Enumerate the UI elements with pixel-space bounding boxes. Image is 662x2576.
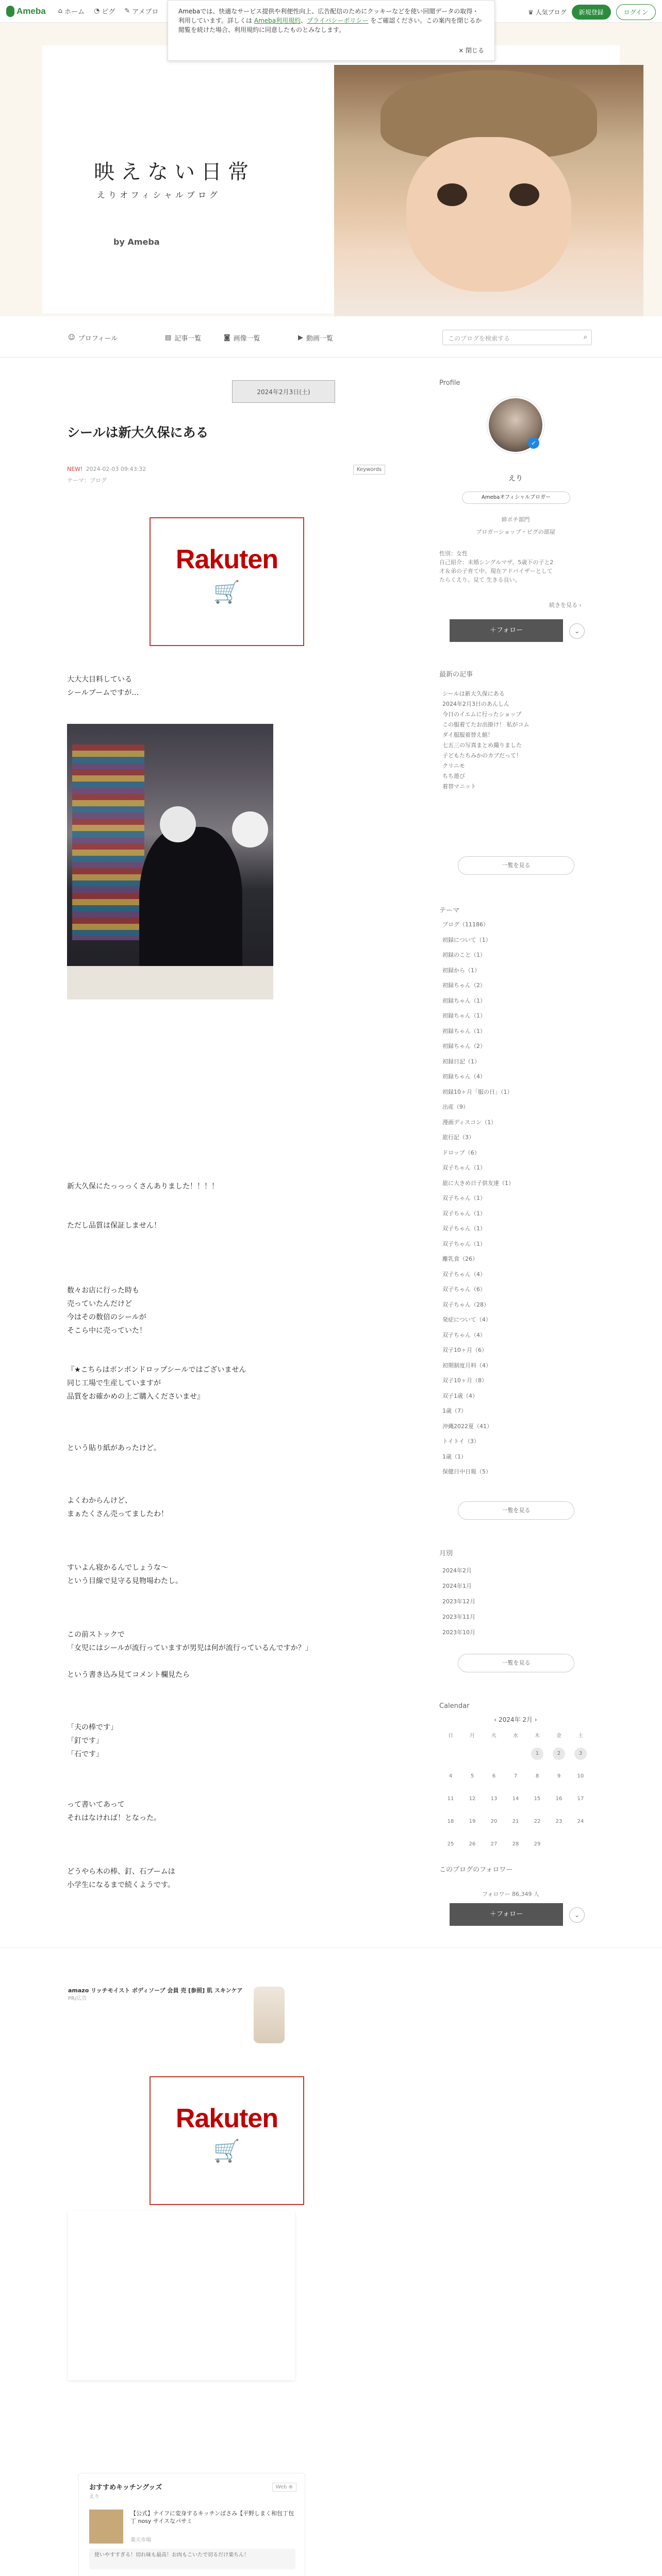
theme-link[interactable]: 初録のこと（1） <box>442 952 486 958</box>
entry-meta <box>67 466 146 472</box>
profile-role[interactable]: ブロガーショップ・ピグの部屋 <box>476 529 555 535</box>
theme-link[interactable]: 沖縄2022夏（41） <box>442 1422 492 1430</box>
product-ad[interactable] <box>68 1987 295 2018</box>
calendar-weekday: 水 <box>513 1733 518 1739</box>
calendar-weekday: 日 <box>448 1733 453 1739</box>
entry-photo[interactable] <box>67 724 273 999</box>
theme-link[interactable]: 双子ちゃん（1） <box>442 1240 486 1247</box>
entry-paragraph: 新大久保にたっっっくさんありました！！！！ <box>67 1182 219 1191</box>
theme-see-all-button[interactable]: 一覧を見る <box>458 1501 574 1520</box>
reco-item-comment: 使いやすすぎる！切れ味も最高！お肉もこいたで切るだけ楽ちん！ <box>89 2549 295 2569</box>
reco-more-button[interactable]: Web ⊕ <box>272 2483 296 2492</box>
calendar-heading: Calendar <box>439 1702 470 1710</box>
calendar-day[interactable]: 20 <box>490 1819 498 1824</box>
rakuten-logo: Rakuten <box>175 2104 278 2133</box>
nav-home[interactable]: ⌂ ホーム <box>58 7 85 16</box>
rakuten-ad[interactable] <box>150 517 304 646</box>
header-panel <box>42 45 620 313</box>
follow-button[interactable]: ＋フォロー <box>450 619 563 642</box>
theme-link[interactable]: 1歳（1） <box>442 1453 467 1460</box>
recent-entry-link[interactable]: クリニモ <box>442 762 465 769</box>
calendar-day[interactable]: 21 <box>512 1819 519 1824</box>
calendar-day <box>466 1748 478 1760</box>
calendar-day[interactable]: 1 <box>531 1748 543 1760</box>
recent-entry-link[interactable]: 着替マニット <box>442 783 476 790</box>
entry-paragraph: すいよん寝かるんでしょうな〜 という目線で見守る見物場わたし。 <box>67 1564 183 1585</box>
blog-header <box>0 23 662 316</box>
calendar-day[interactable]: 15 <box>534 1796 541 1802</box>
theme-link[interactable]: ドロップ（6） <box>442 1149 480 1156</box>
entry-paragraph: 数々お店に行った時も 売っていたんだけど 今はその数倍のシールが そこら中に売っていた！ <box>67 1286 146 1335</box>
entry-title[interactable]: シールは新大久保にある <box>67 425 209 440</box>
month-see-all-button[interactable]: 一覧を見る <box>458 1654 574 1672</box>
theme-link[interactable]: 初録10ヶ月「服の日」（1） <box>442 1088 513 1095</box>
theme-link[interactable]: 初録について（1） <box>442 936 491 943</box>
recent-entry-link[interactable]: 2024年2月3日のあんしん <box>442 701 509 707</box>
theme-link[interactable]: 双子1歳（4） <box>442 1392 478 1399</box>
recent-see-all-button[interactable]: 一覧を見る <box>458 856 574 875</box>
theme-link[interactable]: 発症について（4） <box>442 1316 491 1323</box>
theme-link[interactable]: 初期制度月料（4） <box>442 1362 491 1369</box>
theme-link[interactable]: 出産（9） <box>442 1104 469 1110</box>
blog-icon: ✎ <box>124 7 130 15</box>
chevron-down-icon: ⌄ <box>574 628 580 635</box>
ad-shadow-card <box>68 2210 295 2380</box>
blog-nav <box>0 316 662 358</box>
entry-paragraph: この前ストックで 「女児にはシールが流行っていますが男児は何が流行っているんですか？」 <box>67 1631 312 1652</box>
ground-shape <box>67 966 273 999</box>
theme-link[interactable]: 双子ちゃん（1） <box>442 1225 486 1232</box>
terms-link[interactable]: Ameba利用規約 <box>254 17 301 24</box>
month-link[interactable]: 2023年10月 <box>442 1629 475 1636</box>
search-icon[interactable]: ⌕ <box>583 333 587 341</box>
follow-button[interactable]: ＋フォロー <box>450 1903 563 1926</box>
pigg-icon: ◔ <box>93 7 100 15</box>
section-divider <box>0 1947 662 1948</box>
theme-link[interactable]: 双子ちゃん（28） <box>442 1301 489 1308</box>
recent-entry-link[interactable]: ちち遊び <box>442 773 465 779</box>
recent-entry-link[interactable]: 今日のイエムに行ったショップ <box>442 711 522 718</box>
recent-heading: 最新の記事 <box>439 671 473 679</box>
entry-paragraph: 大大大目料している シールブームですが… <box>67 675 139 697</box>
calendar-weekday: 火 <box>491 1733 496 1739</box>
month-link[interactable]: 2023年12月 <box>442 1598 475 1605</box>
month-link[interactable]: 2024年2月 <box>442 1567 472 1574</box>
theme-link[interactable]: 保健日中日報（5） <box>442 1468 491 1475</box>
theme-link[interactable]: 漫画ディスコン（1） <box>442 1118 497 1126</box>
theme-link[interactable]: 双子ちゃん（1） <box>442 1195 486 1201</box>
profile-role[interactable]: 姉ポチ部門 <box>501 516 530 523</box>
reco-item-shop: 楽天市場 <box>130 2537 151 2543</box>
cookie-close-button[interactable]: × 閉じる <box>458 47 484 54</box>
calendar-day[interactable]: 24 <box>577 1819 584 1824</box>
entry-paragraph: 「夫の棒です」 「釘です」 「石です」 <box>67 1723 118 1758</box>
calendar-weekday: 月 <box>470 1733 475 1739</box>
more-options-button[interactable] <box>569 1907 585 1923</box>
blog-subtitle: えりオフィシャルブログ <box>97 190 221 200</box>
calendar-day[interactable]: 17 <box>577 1796 584 1802</box>
reco-title[interactable]: おすすめキッチングッズ <box>89 2484 162 2492</box>
official-blogger-badge[interactable]: Amebaオフィシャルブロガー <box>462 492 570 504</box>
calendar-day[interactable]: 18 <box>447 1819 454 1824</box>
calendar-day <box>444 1748 457 1760</box>
theme-link[interactable]: 初録ちゃん（1） <box>442 1012 486 1019</box>
theme-link[interactable]: 初録ちゃん（1） <box>442 997 486 1004</box>
tab-profile[interactable]: ☺ プロフィール <box>68 334 118 343</box>
calendar-day[interactable]: 12 <box>469 1796 476 1802</box>
verified-icon: ✓ <box>528 437 539 449</box>
calendar-weekday: 木 <box>535 1733 540 1739</box>
calendar-month: ‹ 2024年 2月 › <box>494 1716 537 1723</box>
entry-paragraph: よくわからんけど、 まぁたくさん売ってましたわ！ <box>67 1497 168 1518</box>
theme-link[interactable]: ブログ（11186） <box>442 921 489 928</box>
calendar-day[interactable]: 22 <box>534 1819 541 1824</box>
theme-link[interactable]: 初録ちゃん（2） <box>442 1043 486 1049</box>
recent-entry-link[interactable]: 七五三の写真まとめ撮りました <box>442 742 522 749</box>
theme-link[interactable]: 離乳食（26） <box>442 1256 478 1262</box>
theme-link[interactable]: 双子ちゃん（1） <box>442 1164 486 1171</box>
calendar-day[interactable]: 6 <box>492 1773 496 1779</box>
entry-theme[interactable]: テーマ：ブログ <box>67 477 107 484</box>
entry-paragraph: という書き込み見てコメント欄見たら <box>67 1671 190 1679</box>
header-photo <box>334 65 643 333</box>
calendar-day[interactable]: 25 <box>447 1841 454 1847</box>
avatar[interactable] <box>487 397 544 453</box>
calendar-day[interactable]: 13 <box>490 1796 498 1802</box>
calendar-day[interactable]: 29 <box>534 1841 541 1847</box>
month-link[interactable]: 2023年11月 <box>442 1614 475 1620</box>
reco-item[interactable] <box>89 2510 295 2576</box>
calendar-day[interactable]: 23 <box>555 1819 562 1824</box>
recommend-box <box>78 2473 305 2576</box>
more-options-button[interactable] <box>569 623 585 639</box>
entry-paragraph: どうやら木の棒、釘、石ブームは 小学生になるまで続くようです。 <box>67 1868 175 1889</box>
next-month-icon[interactable]: › <box>534 1716 537 1723</box>
ad-label: PR/広告 <box>68 1996 87 2002</box>
tab-videos[interactable]: ▶ 動画一覧 <box>298 334 334 343</box>
theme-link[interactable]: 双子10ヶ月（8） <box>442 1377 487 1384</box>
tab-images[interactable]: ◙ 画像一覧 <box>224 334 260 343</box>
theme-link[interactable]: 初録から（1） <box>442 967 480 974</box>
recent-entry-link[interactable]: シールは新大久保にある <box>442 690 505 697</box>
video-icon: ▶ <box>298 334 303 342</box>
rakuten-logo: Rakuten <box>175 545 278 574</box>
calendar-day[interactable]: 2 <box>553 1748 565 1760</box>
cart-icon: 🛒 <box>213 579 241 604</box>
theme-link[interactable]: 双子ちゃん（4） <box>442 1331 486 1338</box>
cookie-consent-banner: Amebaでは、快適なサービス提供や利便性向上、広告配信のためにクッキーなどを使い回閲データの取得・利用しています。詳しくは Ameba利用規約、プライバシーポリシー をご確認ください。この案内を閉じるか閲覧を続けた場合、利用規約に同意したものとみなします。 × 閉じる <box>168 0 495 61</box>
recent-entry-link[interactable]: ダイ服服着替え館！ <box>442 732 493 738</box>
theme-link[interactable]: 初録ちゃん（4） <box>442 1073 486 1080</box>
tab-entries[interactable]: ▤ 記事一覧 <box>165 334 202 343</box>
eye-shape <box>509 183 539 206</box>
theme-link[interactable]: 初録ちゃん（1） <box>442 1027 486 1035</box>
nav-ameblo[interactable]: ✎ アメブロ <box>124 7 159 16</box>
calendar-day[interactable]: 5 <box>470 1773 474 1779</box>
blog-title[interactable]: 映えない日常 <box>94 160 255 184</box>
month-heading: 月別 <box>439 1550 453 1557</box>
date-button[interactable]: 2024年2月3日(土) <box>232 380 335 403</box>
crown-icon: ♛ <box>527 9 534 16</box>
by-ameba-logo: by Ameba <box>113 237 160 247</box>
theme-heading: テーマ <box>439 907 460 914</box>
privacy-blur <box>232 811 268 848</box>
shelf-shape <box>72 744 144 940</box>
chevron-down-icon: ⌄ <box>574 1911 580 1919</box>
keywords-button[interactable]: Keywords <box>353 465 385 474</box>
popular-blog-link[interactable]: ♛ 人気ブログ <box>527 9 567 16</box>
ameba-logo[interactable]: Ameba <box>6 6 46 17</box>
calendar-day[interactable]: 3 <box>574 1748 587 1760</box>
theme-link[interactable]: 旅行記（3） <box>442 1134 474 1141</box>
reco-item-title: 【公式】ナイフに変身するキッチンばさみ【平野しまく和包丁包丁 nosy サイスなパサミ <box>130 2510 294 2524</box>
theme-link[interactable]: 旅に大きめ日子供友達（1） <box>442 1179 514 1187</box>
prev-month-icon[interactable]: ‹ <box>494 1716 497 1723</box>
recent-entry-link[interactable]: 子どもたちみかのカブだって！ <box>442 752 522 759</box>
calendar-day[interactable]: 26 <box>469 1841 476 1847</box>
blog-search-input[interactable]: このブログを検索する ⌕ <box>442 330 592 345</box>
calendar-day <box>553 1838 565 1851</box>
privacy-link[interactable]: プライバシーポリシー <box>307 17 369 24</box>
signup-button[interactable]: 新規登録 <box>572 5 611 20</box>
month-link[interactable]: 2024年1月 <box>442 1583 472 1589</box>
login-button[interactable]: ログイン <box>616 4 656 20</box>
calendar-day[interactable]: 8 <box>535 1773 539 1779</box>
calendar-day[interactable]: 10 <box>577 1773 584 1779</box>
face-shape <box>406 137 571 292</box>
theme-link[interactable]: 初録日記（1） <box>442 1058 480 1065</box>
calendar-day <box>488 1748 500 1760</box>
calendar-day[interactable]: 19 <box>469 1819 476 1824</box>
calendar-day[interactable]: 27 <box>490 1841 498 1847</box>
calendar-day[interactable]: 7 <box>514 1773 518 1779</box>
calendar-weekday: 金 <box>556 1733 561 1739</box>
calendar-day <box>509 1748 522 1760</box>
theme-link[interactable]: 1歳（7） <box>442 1408 467 1414</box>
rakuten-ad[interactable] <box>150 2076 304 2205</box>
entry-paragraph: って書いてあって それはなければ！となった。 <box>67 1801 161 1822</box>
camera-icon: ◙ <box>224 334 230 342</box>
eye-shape <box>437 183 467 206</box>
ameba-logo-icon <box>6 6 14 17</box>
profile-name[interactable]: えり <box>508 474 523 483</box>
reco-author: えり <box>89 2494 100 2500</box>
followers-heading: このブログのフォロワー <box>439 1866 513 1874</box>
recent-entry-link[interactable]: この服着てたお出掛け！ 私がコム <box>442 721 529 728</box>
read-more-link[interactable]: 続きを見る › <box>549 602 582 608</box>
calendar-day[interactable]: 11 <box>447 1796 454 1802</box>
calendar-day[interactable]: 4 <box>449 1773 453 1779</box>
calendar-day[interactable]: 16 <box>555 1796 562 1802</box>
product-image <box>254 1987 285 2043</box>
document-icon: ▤ <box>165 334 172 342</box>
cart-icon: 🛒 <box>213 2138 241 2163</box>
theme-link[interactable]: 初録ちゃん（2） <box>442 982 486 989</box>
privacy-blur <box>160 806 196 842</box>
profile-heading: Profile <box>439 379 460 387</box>
calendar-day[interactable]: 28 <box>512 1841 519 1847</box>
calendar-day[interactable]: 9 <box>557 1773 561 1779</box>
theme-link[interactable]: 双子ちゃん（4） <box>442 1270 486 1278</box>
theme-link[interactable]: 双子10ヶ月（6） <box>442 1347 487 1353</box>
profile-icon: ☺ <box>68 334 75 342</box>
entry-paragraph: 『★こちらはボンボンドロップシールではございません 同じ工場で生産していますが 品質をお確かめの上ご購入くださいませ』 <box>67 1366 246 1401</box>
calendar-weekday: 土 <box>578 1733 583 1739</box>
nav-pigg[interactable]: ◔ ピグ <box>93 7 115 16</box>
ad-title: amazo リッチモイスト ボディソープ 会員 売 [参照] 肌 スキンケア <box>68 1987 243 1994</box>
followers-count[interactable]: フォロワー 86,349 人 <box>482 1891 539 1897</box>
product-thumbnail <box>89 2510 123 2544</box>
calendar-day[interactable]: 14 <box>512 1796 519 1802</box>
entry-paragraph: という貼り紙があったけど。 <box>67 1444 161 1452</box>
new-badge: NEW! <box>67 466 83 472</box>
theme-link[interactable]: 双子ちゃん（1） <box>442 1210 486 1217</box>
home-icon: ⌂ <box>58 7 62 15</box>
entry-paragraph: ただし品質は保証しません！ <box>67 1222 161 1230</box>
profile-bio: 性別：女性 自己紹介：未婚シングルマザ。5歳下の子と2 才＆弟の子育て中。現在アドバイザーとして たらくえり。見て 生きる良い。 <box>439 550 554 583</box>
theme-link[interactable]: 双子ちゃん（6） <box>442 1286 486 1293</box>
entry-datetime: 2024-02-03 09:43:32 <box>86 466 146 472</box>
theme-link[interactable]: トイトイ（3） <box>442 1438 479 1445</box>
